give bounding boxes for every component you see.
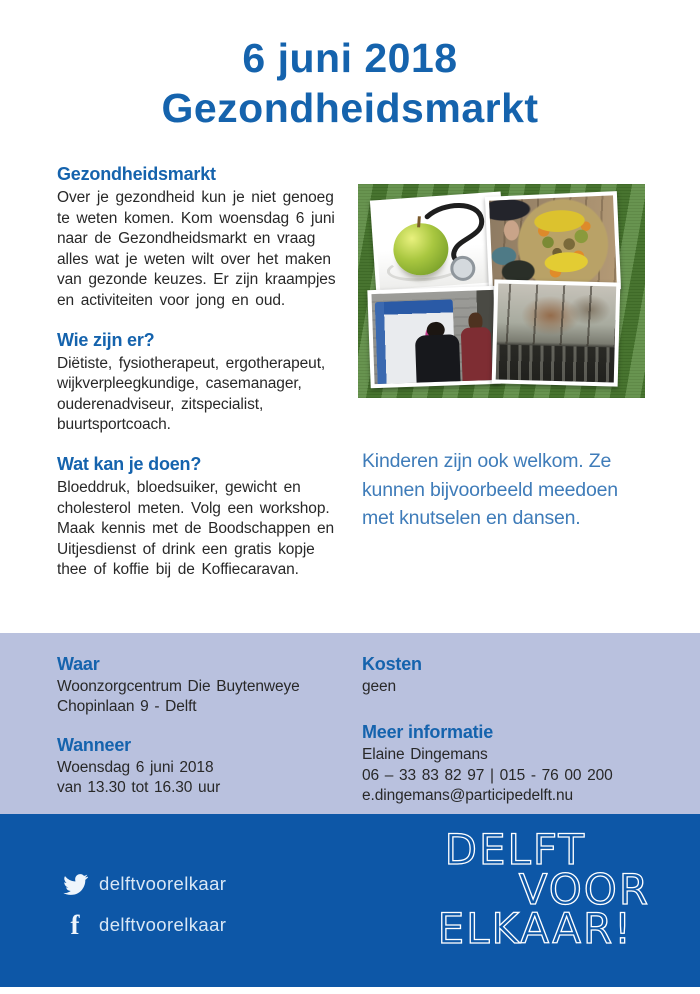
meer-informatie-details [362,745,613,806]
text-line: Woonzorgcentrum Die Buytenweye [57,678,300,695]
wanneer-details [57,758,300,799]
waar-heading: Waar [57,654,100,674]
twitter-bird-glyph [63,874,88,895]
logo-line: DELFT [444,825,586,874]
info-column-left [57,653,300,798]
title-event: Gezondheidsmarkt [161,85,539,131]
text-line: cholesterol meten. Volg een workshop. [57,499,330,517]
wanneer-heading: Wanneer [57,734,131,755]
text-line: ouderenadviseur, zitspecialist, [57,395,264,413]
text-line: en activiteiten voor jong en oud. [57,291,286,309]
section-wie-zijn-er [57,329,355,436]
kiosk-photo-content [371,290,496,384]
kosten-details [362,677,613,697]
meer-informatie-heading: Meer informatie [362,722,494,743]
photo-canal-trees [492,279,621,386]
text-line: wijkverpleegkundige, casemanager, [57,375,302,393]
text-line: geen [362,678,397,695]
visitor-man-graphic [414,321,460,384]
section-body [57,188,355,312]
advisor-woman-graphic [460,312,493,384]
text-line: Chopinlaan 9 - Delft [57,698,197,716]
photo-collage-grass [358,184,645,398]
text-line: van gezonde keuzes. Er zijn kraampjes [57,271,336,289]
text-line: Maak kennis met de Boodschappen en [57,520,335,538]
text-line: Elaine Dingemans [362,746,488,764]
text-line: naar de Gezondheidsmarkt en vraag [57,230,316,248]
text-line: alles wat je weten wilt over het maken [57,250,331,268]
stethoscope-graphic [374,196,503,290]
page-title [0,33,700,133]
text-line: te weten komen. Kom woensdag 6 juni [57,209,335,227]
section-heading: Gezondheidsmarkt [57,164,216,184]
tree-trunks-graphic [497,283,617,346]
text-line: 06 – 33 83 82 97 | 015 - 76 00 200 [362,766,613,784]
footer [0,814,700,987]
text-line: Woensdag 6 juni 2018 [57,758,214,776]
section-heading: Wie zijn er? [57,329,155,350]
kids-welcome-note [362,447,662,533]
main-text-column [57,163,355,598]
facebook-handle: delftvoorelkaar [99,914,227,935]
twitter-handle: delftvoorelkaar [99,873,227,894]
practical-info-band [0,633,700,814]
twitter-icon [62,874,88,895]
text-line: met knutselen en dansen. [362,507,581,529]
info-column-right [362,653,613,806]
facebook-row [62,911,226,939]
text-line: kunnen bijvoorbeeld meedoen [362,478,618,501]
kosten-heading: Kosten [362,654,422,674]
facebook-f-glyph: f [70,910,80,940]
text-line: Bloeddruk, bloedsuiker, gewicht en [57,478,301,496]
section-gezondheidsmarkt [57,163,355,312]
text-line: thee of koffie bij de Koffiecaravan. [57,561,299,579]
section-body [57,478,355,581]
apple-photo-content [374,196,503,290]
twitter-row [62,870,226,898]
section-body [57,354,355,436]
text-line: Over je gezondheid kun je niet genoeg [57,189,334,206]
logo-line: ELKAAR! [437,904,633,953]
text-line: Uitjesdienst of drink een gratis kopje [57,540,315,558]
photo-information-stand [367,286,500,388]
water-reflection-graphic [496,345,615,383]
fruit-photo-content [489,195,617,290]
text-line: Diëtiste, fysiotherapeut, ergotherapeut, [57,354,326,372]
section-heading: Wat kan je doen? [57,453,202,474]
facebook-icon [62,912,88,938]
text-line: e.dingemans@participedelft.nu [362,786,574,804]
trees-photo-content [496,283,616,382]
delft-voor-elkaar-logo [437,825,650,953]
section-wat-kan-je-doen [57,453,355,581]
logo-line: VOOR [518,864,650,914]
title-date: 6 juni 2018 [242,35,458,81]
text-line: buurtsportcoach. [57,416,171,434]
waar-details [57,677,300,718]
text-line: van 13.30 tot 16.30 uur [57,778,221,796]
text-line: Kinderen zijn ook welkom. Ze [362,450,612,472]
